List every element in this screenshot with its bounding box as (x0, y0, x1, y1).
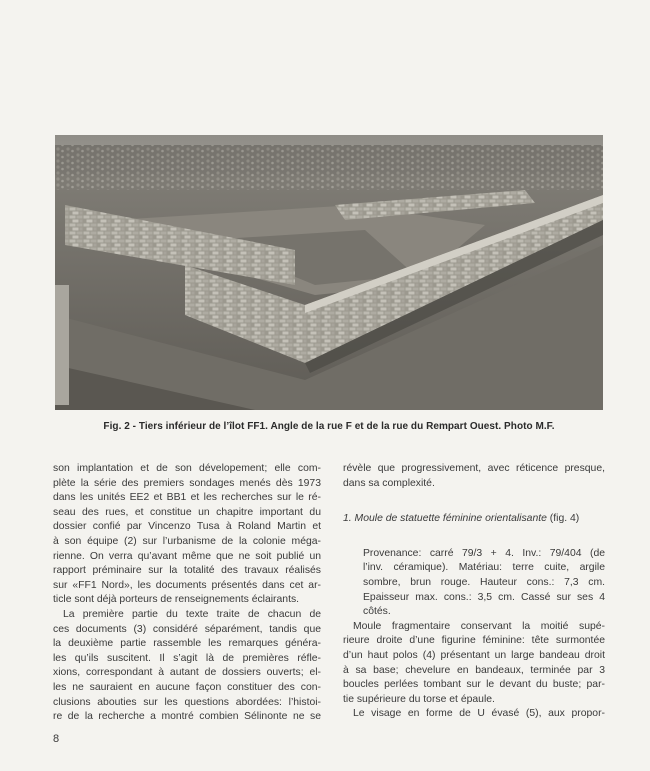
left-line: xions, correspondant à autant de dossiers ouverts; el- (53, 667, 321, 679)
provenance-line: Provenance: carré 79/3 + 4. Inv.: 79/404 (de (363, 547, 605, 559)
provenance-line: l’inv. céramique). Matériau: terre cuite, argile (363, 562, 605, 574)
provenance-line: côtés. (363, 606, 391, 618)
left-line: à son équipe (2) sur l’urbanisme de la colonie méga- (53, 535, 321, 547)
left-line: les qu’ils suscitent. Il s’agit là de premières réfle- (53, 652, 321, 664)
provenance-line: Epaisseur max. cons.: 3,5 cm. Cassé sur ses 4 (363, 591, 605, 603)
left-line: ticle sont déjà porteurs de renseignements éclairants. (53, 594, 300, 606)
provenance-line: sombre, brun rouge. Hauteur cons.: 7,3 cm. (363, 576, 605, 588)
page-number: 8 (53, 733, 60, 745)
body-line: à sa base; chevelure en bandeaux, terminée par 3 (343, 664, 605, 676)
left-line: sur «FF1 Nord», les documents présentés dans cet ar- (53, 579, 321, 591)
left-line: La première partie du texte traite de chacun de (63, 608, 321, 620)
excavation-photo (55, 135, 603, 410)
right-intro-line: révèle que progressivement, avec réticence presque, (343, 463, 605, 474)
body-line: Moule fragmentaire conservant la moitié supé- (353, 620, 605, 632)
section-heading-title: 1. Moule de statuette féminine orientalisante (343, 513, 547, 525)
left-line: re de la recherche a montré combien Sélinonte ne se (53, 711, 321, 723)
left-line: son implantation et de son dévelopement; elle com- (53, 463, 321, 474)
provenance-block (343, 547, 605, 620)
left-line: ces documents (3) considéré séparément, tandis que (53, 623, 321, 635)
figure-caption: Fig. 2 - Tiers inférieur de l’îlot FF1. Angle de la rue F et de la rue du Rempart Ouest. Photo M.F. (103, 421, 555, 432)
left-line: dossier confié par Vincenzo Tusa à Roland Martin et (53, 521, 321, 533)
body-line: boucles perlées tombant sur le devant du buste; par- (343, 679, 605, 691)
left-line: rienne. On verra qu’avant même que ne soit publié un (53, 550, 321, 562)
body-line: Le visage en forme de U évasé (5), aux propor- (353, 708, 605, 720)
left-line: plète la série des premiers sondages menés dès 1973 (53, 477, 321, 489)
left-line: seau des rues, et constitue un chapitre important du (53, 506, 321, 518)
left-line: la deuxième partie rassemble les remarques généra- (53, 638, 321, 650)
section-heading-figure-ref: (fig. 4) (546, 513, 580, 525)
left-line: rapport préminaire sur la totalité des travaux réalisés (53, 565, 321, 577)
left-column (53, 462, 321, 725)
right-column (343, 462, 605, 722)
left-line: les ne sauraient en aucune façon constituer des con- (53, 681, 321, 693)
body-line: rieure droite d’une figurine féminine: tête surmontée (343, 635, 605, 647)
body-line: d’un haut polos (4) présentant un large bandeau droit (343, 649, 605, 661)
section-heading (343, 512, 605, 527)
excavation-photo-image (55, 135, 603, 410)
left-line: dans les unités EE2 et BB1 et les recherches sur le ré- (53, 492, 321, 504)
right-intro-line: dans sa complexité. (343, 477, 435, 489)
body-line: tie supérieure du torse et épaule. (343, 693, 495, 705)
left-line: clusions abouties sur les questions abordées: l’histoi- (53, 696, 321, 708)
